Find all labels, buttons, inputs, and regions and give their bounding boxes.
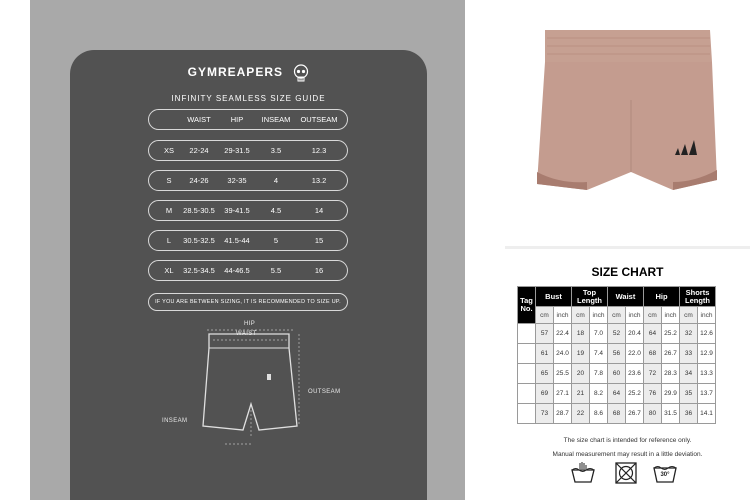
header-outseam: OUTSEAM [300,115,338,124]
row-size-label: M [518,364,536,384]
header-hip: HIP [230,115,244,124]
size-guide-card [70,50,427,500]
table-cell: 20.4 [626,324,644,344]
table-cell: 8.6 [590,404,608,424]
table-cell: 25.2 [626,384,644,404]
header-inseam: INSEAM [261,115,291,124]
table-cell: 12.6 [698,324,716,344]
size-row [148,170,348,191]
table-cell: 60 [608,364,626,384]
diagram-label-hip: HIP [244,321,256,327]
table-cell: 28.7 [554,404,572,424]
row-waist: 22-24 [189,146,209,155]
table-cell: 68 [644,344,662,364]
row-hip: 39-41.5 [224,206,250,215]
row-size-label: L [518,384,536,404]
table-cell: 22.0 [626,344,644,364]
table-row [518,344,716,364]
table-cell: 22.4 [554,324,572,344]
brand-name: GYMREAPERS [187,65,283,80]
unit-inch: inch [590,307,608,324]
row-size: XL [164,266,174,275]
row-hip: 44-46.5 [224,266,250,275]
unit-cm: cm [608,307,626,324]
table-cell: 64 [608,384,626,404]
row-inseam: 3.5 [270,146,282,155]
size-chart-title: SIZE CHART [591,265,664,279]
table-cell: 57 [536,324,554,344]
table-cell: 20 [572,364,590,384]
skull-icon [293,64,309,82]
table-row [518,364,716,384]
wash-30-icon [652,462,678,484]
table-cell: 33 [680,344,698,364]
hand-wash-icon [570,462,596,484]
table-cell: 24.0 [554,344,572,364]
shorts-length-header: Shorts Length [680,287,716,307]
unit-inch: inch [626,307,644,324]
table-cell: 32 [680,324,698,344]
table-cell: 18 [572,324,590,344]
size-row [148,200,348,221]
table-row [518,404,716,424]
table-cell: 14.1 [698,404,716,424]
row-waist: 28.5-30.5 [183,206,215,215]
header-waist: WAIST [187,115,211,124]
row-outseam: 15 [314,236,324,245]
row-size: S [166,176,172,185]
row-inseam: 4 [273,176,279,185]
top-length-header: Top Length [572,287,608,307]
table-cell: 7.0 [590,324,608,344]
diagram-label-waist: WAIST [236,331,257,337]
table-row [518,324,716,344]
table-cell: 23.6 [626,364,644,384]
shorts-diagram-icon [195,326,305,466]
table-cell: 12.9 [698,344,716,364]
table-cell: 36 [680,404,698,424]
row-waist: 32.5-34.5 [183,266,215,275]
row-inseam: 5.5 [270,266,282,275]
row-inseam: 4.5 [270,206,282,215]
size-row [148,140,348,161]
table-cell: 19 [572,344,590,364]
table-cell: 27.1 [554,384,572,404]
row-outseam: 16 [314,266,324,275]
table-cell: 25.2 [662,324,680,344]
diagram-label-inseam: INSEAM [162,418,188,424]
do-not-tumble-dry-icon [614,462,638,484]
table-cell: 7.8 [590,364,608,384]
table-cell: 35 [680,384,698,404]
row-hip: 41.5-44 [224,236,250,245]
row-outseam: 14 [314,206,324,215]
row-size: XS [163,146,175,155]
brand-logo [70,64,427,82]
table-cell: 21 [572,384,590,404]
unit-cm: cm [644,307,662,324]
table-cell: 56 [608,344,626,364]
hip-header: Hip [644,287,680,307]
row-size-label: XS [518,324,536,344]
unit-cm: cm [572,307,590,324]
table-cell: 34 [680,364,698,384]
table-cell: 29.9 [662,384,680,404]
table-cell: 76 [644,384,662,404]
table-cell: 7.4 [590,344,608,364]
unit-cm: cm [680,307,698,324]
diagram-label-outseam: OUTSEAM [308,389,341,395]
table-cell: 13.3 [698,364,716,384]
row-outseam: 12.3 [311,146,327,155]
panel-divider [505,246,750,249]
product-photo [505,0,750,245]
waist-header: Waist [608,287,644,307]
row-size-label: XL [518,404,536,424]
unit-inch: inch [662,307,680,324]
table-cell: 65 [536,364,554,384]
tag-number-header: Tag No. [518,287,536,324]
bust-header: Bust [536,287,572,307]
sizing-note: IF YOU ARE BETWEEN SIZING, IT IS RECOMMENDED TO SIZE UP. [148,293,348,311]
table-row [518,384,716,404]
table-cell: 61 [536,344,554,364]
size-row [148,230,348,251]
table-cell: 28.3 [662,364,680,384]
table-cell: 26.7 [626,404,644,424]
table-cell: 8.2 [590,384,608,404]
size-row [148,260,348,281]
table-cell: 25.5 [554,364,572,384]
unit-cm: cm [536,307,554,324]
row-inseam: 5 [273,236,279,245]
table-cell: 26.7 [662,344,680,364]
row-waist: 24-26 [189,176,209,185]
row-waist: 30.5-32.5 [183,236,215,245]
table-cell: 22 [572,404,590,424]
table-cell: 13.7 [698,384,716,404]
table-cell: 80 [644,404,662,424]
deviation-caption: Manual measurement may result in a little deviation. [552,451,703,458]
table-cell: 64 [644,324,662,344]
wash-temp-label: 30° [660,472,670,478]
size-guide-title: INFINITY SEAMLESS SIZE GUIDE [171,94,326,103]
row-size-label: S [518,344,536,364]
table-cell: 73 [536,404,554,424]
row-outseam: 13.2 [311,176,327,185]
table-cell: 72 [644,364,662,384]
size-chart-table [517,286,716,424]
table-cell: 52 [608,324,626,344]
unit-inch: inch [554,307,572,324]
row-size: M [165,206,173,215]
row-hip: 32-35 [227,176,247,185]
table-cell: 69 [536,384,554,404]
row-hip: 29-31.5 [224,146,250,155]
unit-inch: inch [698,307,716,324]
table-cell: 68 [608,404,626,424]
row-size: L [166,236,172,245]
reference-caption: The size chart is intended for reference only. [563,437,692,444]
table-cell: 31.5 [662,404,680,424]
shorts-photo-icon [505,0,750,245]
header-pill [148,109,348,130]
